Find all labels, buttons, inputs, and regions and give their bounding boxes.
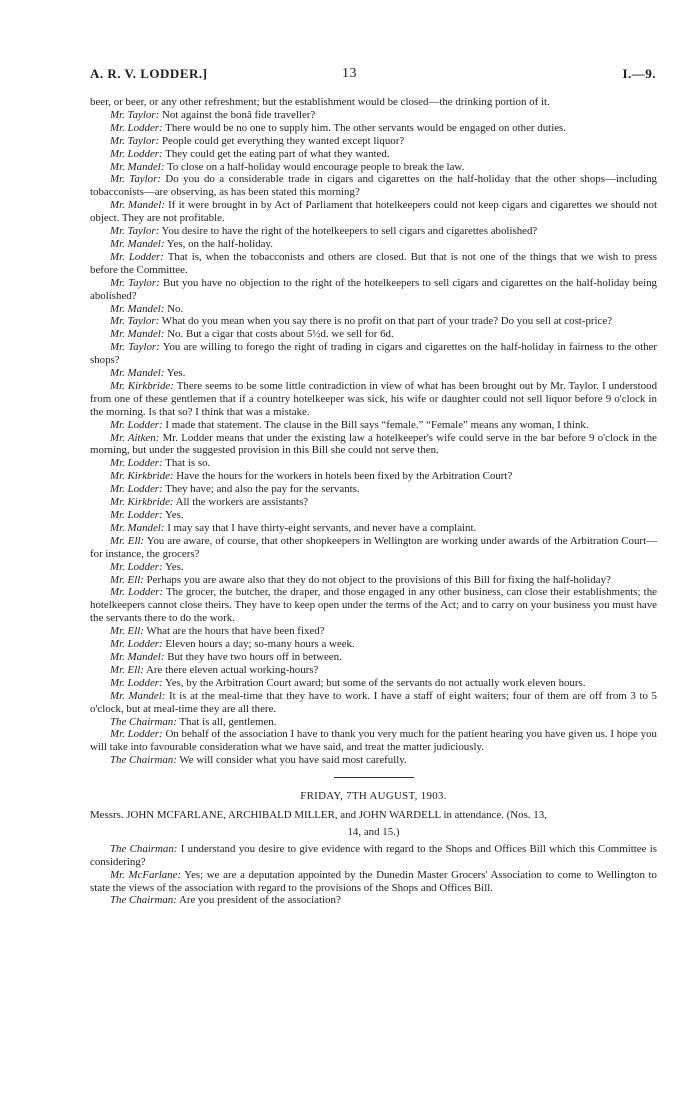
testimony-paragraph: [90, 251, 657, 277]
speech-text: beer, or beer, or any other refreshment; but the establishment would be closed—the drinking portion of it.: [90, 96, 550, 108]
speaker-name: Mr. Kirkbride:: [110, 470, 174, 483]
speech-text: But you have no objection to the right of the hotelkeepers to sell cigars and cigarettes on the half-holiday being abolished?: [90, 276, 658, 302]
speaker-name: Mr. Taylor:: [110, 315, 160, 328]
speaker-name: The Chairman:: [110, 754, 177, 767]
speech-text: Mr. Lodder means that under the existing law a hotelkeeper's wife could serve in the bar before 9 o'clock in the morning, but under the suggested provision in this Bill she could not serve then.: [90, 431, 658, 457]
testimony-paragraph: [90, 716, 657, 729]
speaker-name: Mr. Taylor:: [110, 108, 160, 121]
speech-text: You are willing to forego the right of trading in cigars and cigarettes on the half-holiday in fairness to the other shops?: [90, 341, 658, 367]
speech-text: To close on a half-holiday would encourage people to break the law.: [166, 160, 465, 173]
speaker-name: Mr. Ell:: [110, 625, 144, 638]
testimony-paragraph: [90, 561, 657, 574]
speaker-name: Mr. Taylor:: [110, 225, 160, 238]
speaker-name: Mr. Taylor:: [110, 173, 161, 186]
attendance-line-tail: 14, and 15.): [347, 825, 400, 838]
speech-text: Not against the bonâ fide traveller?: [161, 108, 316, 121]
speaker-name: Mr. Lodder:: [110, 586, 164, 599]
testimony-section-2: [90, 843, 657, 908]
testimony-paragraph: [90, 894, 657, 907]
testimony-paragraph: [90, 367, 657, 380]
testimony-paragraph: [90, 277, 657, 303]
speaker-name: Mr. McFarlane:: [110, 868, 182, 881]
testimony-paragraph: [90, 638, 657, 651]
speech-text: Are you president of the association?: [178, 894, 341, 907]
speaker-name: Mr. Kirkbride:: [110, 379, 174, 392]
testimony-paragraph: [90, 380, 657, 419]
testimony-paragraph: [90, 432, 657, 458]
speaker-name: The Chairman:: [110, 715, 177, 728]
speaker-name: Mr. Mandel:: [110, 302, 165, 315]
testimony-paragraph: [90, 509, 657, 522]
speaker-name: Mr. Lodder:: [110, 638, 163, 651]
testimony-paragraph: [90, 535, 657, 561]
testimony-paragraph: [90, 651, 657, 664]
speaker-name: Mr. Taylor:: [110, 276, 160, 289]
speech-text: Yes.: [164, 560, 184, 573]
testimony-paragraph: [90, 664, 657, 677]
speaker-name: Mr. Mandel:: [110, 650, 165, 663]
speech-text: No. But a cigar that costs about 5½d. we sell for 6d.: [167, 328, 394, 341]
speech-text: All the workers are assistants?: [175, 496, 309, 509]
speaker-name: Mr. Lodder:: [110, 457, 163, 470]
speaker-name: Mr. Lodder:: [110, 418, 163, 431]
testimony-paragraph: [90, 161, 657, 174]
speaker-name: Mr. Lodder:: [110, 147, 163, 160]
speech-text: It is at the meal-time that they have to work. I have a staff of eight waiters; four of them are off from 3 to 5 o'clock, but at meal-time they are all there.: [90, 689, 657, 715]
speech-text: There seems to be some little contradiction in view of what has been brought out by Mr. Taylor. I understood from one of these gentlemen that if a country hotelkeeper was sick, his wife or daughter could not sell liquor before 9 o'clock in the morning. Is that so? I think that was a mistake.: [90, 379, 658, 418]
testimony-paragraph: [90, 496, 657, 509]
testimony-paragraph: [90, 483, 657, 496]
speech-text: Yes, on the half-holiday.: [166, 237, 273, 250]
speaker-name: Mr. Ell:: [110, 663, 144, 676]
speech-text: The grocer, the butcher, the draper, and those engaged in any other business, can close their establishments; the hotelkeepers cannot close theirs. They have to keep open under the terms of the Act; and to carry on your business you must have the servants there to do the work.: [90, 586, 657, 625]
speech-text: Yes.: [164, 509, 184, 521]
testimony-paragraph: [90, 754, 657, 767]
speech-text: What are the hours that have been fixed?: [146, 625, 325, 638]
testimony-paragraph: [90, 677, 657, 690]
testimony-paragraph: [90, 225, 657, 238]
page-number: 13: [342, 66, 357, 81]
testimony-paragraph: [90, 843, 657, 869]
session-date: FRIDAY, 7TH AUGUST, 1903.: [300, 790, 447, 803]
testimony-paragraph: [90, 470, 657, 483]
speaker-name: Mr. Lodder:: [110, 560, 163, 573]
document-body: [90, 96, 657, 907]
speaker-name: The Chairman:: [110, 842, 178, 855]
speech-text: Eleven hours a day; so-many hours a week.: [165, 638, 355, 651]
speaker-name: Mr. Lodder:: [110, 676, 163, 689]
testimony-paragraph: [90, 869, 657, 895]
speaker-name: Mr. Kirkbride:: [110, 496, 174, 509]
speaker-name: Mr. Mandel:: [110, 237, 165, 250]
testimony-paragraph: [90, 328, 657, 341]
speech-text: They have; and also the pay for the servants.: [165, 483, 360, 496]
speaker-name: Mr. Ell:: [110, 573, 144, 586]
testimony-paragraph: [90, 522, 657, 535]
speaker-name: Mr. Mandel:: [110, 689, 166, 702]
speech-text: That is, when the tobacconists and others are closed. But that is not one of the things that we wish to press before the Committee.: [90, 250, 657, 276]
testimony-paragraph: [90, 341, 657, 367]
attendance-line: Messrs. JOHN MCFARLANE, ARCHIBALD MILLER, and JOHN WARDELL in attendance. (Nos. 13,: [90, 809, 547, 822]
testimony-paragraph: [90, 315, 657, 328]
speech-text: They could get the eating part of what they wanted.: [165, 147, 390, 160]
speaker-name: Mr. Mandel:: [110, 367, 165, 380]
speech-text: You are aware, of course, that other shopkeepers in Wellington are working under awards of the Arbitration Court—for instance, the grocers?: [90, 534, 657, 560]
speaker-name: Mr. Lodder:: [110, 509, 163, 521]
speech-text: But they have two hours off in between.: [167, 650, 342, 663]
speaker-name: Mr. Ell:: [110, 534, 145, 547]
speech-text: Have the hours for the workers in hotels been fixed by the Arbitration Court?: [176, 470, 513, 483]
testimony-paragraph: [90, 457, 657, 470]
speech-text: I may say that I have thirty-eight servants, and never have a complaint.: [167, 521, 477, 534]
speech-text: We will consider what you have said most carefully.: [179, 754, 407, 767]
section-divider: [334, 777, 414, 778]
testimony-paragraph: [90, 109, 657, 122]
speech-text: You desire to have the right of the hotelkeepers to sell cigars and cigarettes abolished?: [161, 225, 538, 238]
testimony-paragraph: [90, 173, 657, 199]
testimony-paragraph: [90, 728, 657, 754]
testimony-paragraph: [90, 625, 657, 638]
speech-text: I made that statement. The clause in the Bill says “female.” “Female” means any woman, I think.: [165, 418, 589, 431]
speech-text: Yes; we are a deputation appointed by the Dunedin Master Grocers' Association to come to Wellington to state the views of the association with regard to the provisions of the Shops and Offices Bill.: [90, 868, 657, 894]
testimony-paragraph: [90, 96, 657, 109]
speaker-name: Mr. Lodder:: [110, 483, 163, 496]
testimony-paragraph: [90, 148, 657, 161]
speech-text: Are there eleven actual working-hours?: [146, 663, 319, 676]
running-header-right: I.—9.: [622, 66, 656, 81]
speech-text: That is so.: [165, 457, 211, 470]
speaker-name: Mr. Mandel:: [110, 160, 165, 173]
testimony-paragraph: [90, 135, 657, 148]
speech-text: Do you do a considerable trade in cigars and cigarettes on the half-holiday that the other shops—including tobacconists—are observing, as has been stated this morning?: [90, 173, 657, 199]
speaker-name: Mr. Mandel:: [110, 521, 165, 534]
testimony-paragraph: [90, 238, 657, 251]
speaker-name: Mr. Lodder:: [110, 250, 164, 263]
speaker-name: Mr. Lodder:: [110, 121, 163, 134]
speech-text: No.: [167, 302, 184, 315]
speaker-name: Mr. Taylor:: [110, 341, 160, 354]
speaker-name: Mr. Lodder:: [110, 728, 163, 741]
speaker-name: Mr. Mandel:: [110, 328, 165, 341]
speech-text: Yes, by the Arbitration Court award; but some of the servants do not actually work eleven hours.: [164, 676, 586, 689]
speech-text: What do you mean when you say there is no profit on that part of your trade? Do you sell at cost-price?: [161, 315, 613, 328]
testimony-paragraph: [90, 122, 657, 135]
speech-text: I understand you desire to give evidence with regard to the Shops and Offices Bill which this Committee is considering?: [90, 842, 658, 868]
speaker-name: Mr. Taylor:: [110, 134, 160, 147]
testimony-paragraph: [90, 586, 657, 625]
speech-text: That is all, gentlemen.: [179, 715, 277, 728]
speech-text: People could get everything they wanted except liquor?: [161, 134, 405, 147]
speech-text: There would be no one to supply him. The other servants would be engaged on other duties.: [165, 121, 567, 134]
testimony-paragraph: [90, 199, 657, 225]
running-header-left: A. R. V. LODDER.]: [90, 66, 208, 81]
speech-text: On behalf of the association I have to thank you very much for the patient hearing you have given us. I hope you will take into favourable consideration what we have said, and treat the matter judiciously.: [90, 728, 657, 754]
speaker-name: Mr. Aitken:: [110, 431, 160, 444]
speech-text: Perhaps you are aware also that they do not object to the provisions of this Bill for fixing the half-holiday?: [146, 573, 611, 586]
testimony-paragraph: [90, 419, 657, 432]
speaker-name: The Chairman:: [110, 894, 177, 907]
testimony-section-1: [90, 96, 657, 767]
testimony-paragraph: [90, 303, 657, 316]
testimony-paragraph: [90, 690, 657, 716]
testimony-paragraph: [90, 574, 657, 587]
speech-text: If it were brought in by Act of Parliament that hotelkeepers could not keep cigars and cigarettes we should not object. They are not profitable.: [90, 199, 657, 225]
speaker-name: Mr. Mandel:: [110, 199, 165, 212]
speech-text: Yes.: [166, 367, 186, 380]
